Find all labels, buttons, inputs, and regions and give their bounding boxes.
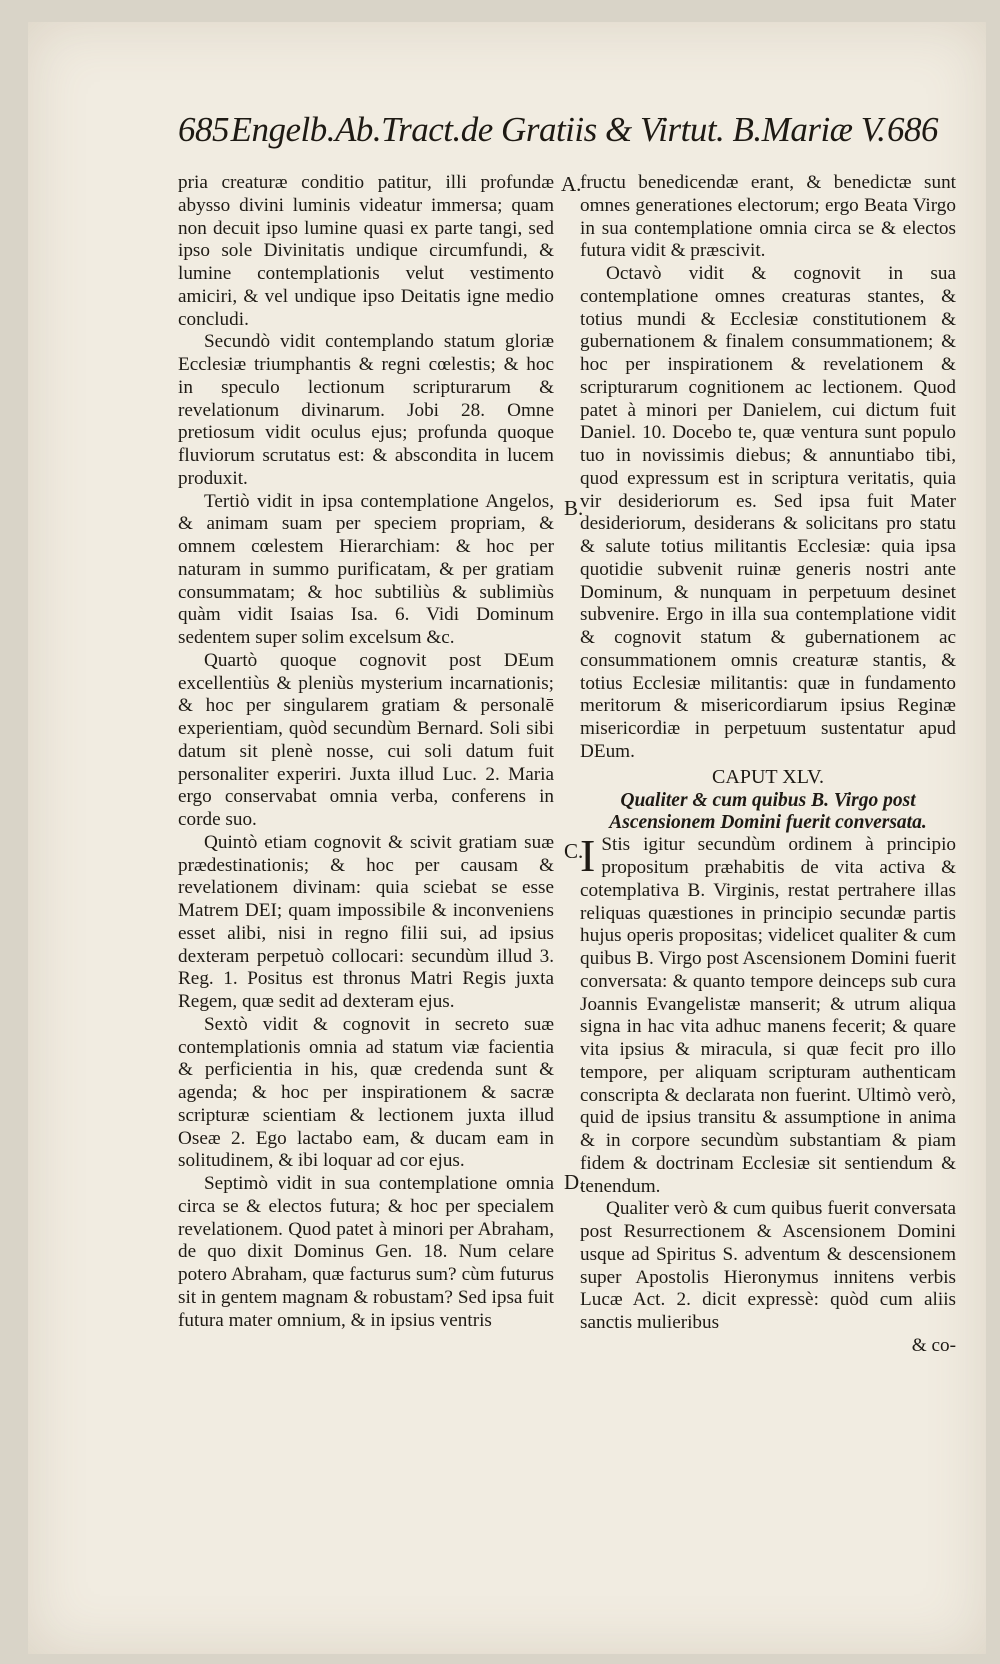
paragraph: fructu benedicendæ erant, & benedictæ sunt omnes generationes electorum; ergo Beata Virgo in sua contemplatione omnia circa se & electos futura vidit & præscivit. [580,172,956,262]
paragraph [580,830,956,1198]
running-header [178,110,938,160]
paragraph: Secundò vidit contemplando statum gloriæ Ecclesiæ triumphantis & regni cœlestis; & hoc in speculo lectionum scripturarum & revelationum divinarum. Jobi 28. Omne pretiosum vidit oculus ejus; profunda quoque fluviorum scrutatus est: & abscondita in lucem produxit. [178,331,554,489]
paragraph: Tertiò vidit in ipsa contemplatione Angelos, & animam suam per speciem propriam, & omnem cœlestem Hierarchiam: & hoc per naturam in summo purificatam, & per gratiam consummatam; & hoc subtiliùs & sublimiùs quàm vidit Isaias Isa. 6. Vidi Dominum sedentem super solim excelsum &c. [178,490,554,648]
section-marker-a: A. [561,172,582,196]
section-marker-b: B. [564,496,584,520]
left-column [178,172,554,1492]
paragraph: Octavò vidit & cognovit in sua contemplatione omnes creaturas stantes, & totius mundi & Ecclesiæ constitutionem & gubernationem & finalem consummationem; & hoc per inspirationem & revelationem & scripturarum cognitionem ac lectionem. Quod patet à minori per Danielem, cui dictum fuit Daniel. 10. Docebo te, quæ ventura sunt populo tuo in novissimis diebus; & annuntiabo tibi, quod expressum est in scriptura veritatis, quia vir desideriorum es. Sed ipsa fuit Mater desideriorum, desiderans & solicitans pro statu & salute totius militantis Ecclesiæ: quia ipsa quotidie subvenit ruinæ generis nostri ante Dominum, & nunquam in perpetuum desinet subvenire. Ergo in illa sua contemplatione vidit & cognovit statum & gubernationem ac consummationem omnis creaturæ stantis, & totius Ecclesiæ militantis: quæ in fundamento meritorum & misericordiarum ipsius Reginæ misericordiæ in perpetuum sustentatur apud DEum. [580,263,956,762]
drop-capital: I [580,830,596,882]
right-column [580,172,956,1492]
section-marker-d: D. [564,1170,585,1194]
paragraph: Quartò quoque cognovit post DEum excellentiùs & pleniùs mysterium incarnationis; & hoc per singularem gratiam & personalē experientiam, quòd secundùm Bernard. Soli sibi datum sit plenè nosse, cui soli datum fuit personaliter experiri. Juxta illud Luc. 2. Maria ergo conservabat omnia verba, conferens in corde suo. [178,649,554,830]
paragraph: Quintò etiam cognovit & scivit gratiam suæ prædestinationis; & hoc per causam & revelationem divinam: quia sciebat se esse Matrem DEI; quam impossibile & inconveniens esset alibi, nisi in regno filii sui, ad ipsius dexteram perpetuò collocari: secundùm illud 3. Reg. 1. Positus est thronus Matri Regis juxta Regem, quæ sedit ad dexteram ejus. [178,831,554,1012]
running-title: Engelb.Ab.Tract.de Gratiis & Virtut. B.Mariæ V. [230,110,886,149]
catchword: & co- [911,1334,956,1356]
paragraph: Sextò vidit & cognovit in secreto suæ contemplationis omnia ad statum viæ facientia & perficientia in his, quæ credenda sunt & agenda; & hoc per inspirationem & sacræ scripturæ scientiam & lectionem juxta illud Oseæ 2. Ego lactabo eam, & ducam eam in solitudinem, & ibi loquar ad cor ejus. [178,1013,554,1172]
page-number-left: 685 [178,110,229,149]
page-number-right: 686 [887,110,938,149]
chapter-heading: CAPUT XLV. [712,765,824,788]
book-page [28,22,986,1654]
paragraph: Qualiter verò & cum quibus fuerit conversata post Resurrectionem & Ascensionem Domini usque ad Spiritus S. adventum & descensionem super Apostolis Hieronymus innitens verbis Lucæ Act. 2. dicit expressè: quòd cum aliis sanctis mulieribus [580,1198,956,1333]
section-marker-c: C. [564,839,584,863]
paragraph: Septimò vidit in sua contemplatione omnia circa se & electos futura; & hoc per specialem revelationem. Quod patet à minori per Abraham, de quo dixit Dominus Gen. 18. Num celare potero Abraham, quæ facturus sum? cùm futurus sit in gentem magnam & robustam? Sed ipsa fuit futura mater omnium, & in ipsius ventris [178,1173,554,1331]
paragraph: pria creaturæ conditio patitur, illi profundæ abysso divini luminis videatur immersa; quam non decuit ipso lumine quasi ex parte tangi, sed ipso sole Divinitatis undique circumfundi, & lumine contemplationis velut vestimento amiciri, & vel undique ipso Deitatis igne medio concludi. [178,172,554,330]
chapter-subtitle: Qualiter & cum quibus B. Virgo post Ascensionem Domini fuerit conversata. [609,790,927,834]
paragraph-text: Stis igitur secundùm ordinem à principio propositum præhabitis de vita activa & cotemplativa B. Virginis, restat pertrahere illas reliquas quæstiones in principio secundæ partis hujus operis propositas; videlicet qualiter & cum quibus B. Virgo post Ascensionem Domini fuerit conversata: & quanto tempore deinceps sub cura Joannis Evangelistæ manserit; & utrum aliqua signa in hac vita adhuc manens fecerit; & quare vita ipsius & miracula, si quæ fecit pro illo tempore, per aliquam scripturam authenticam conscripta & declarata non fuerint. Ultimò verò, quid de ipsius transitu & assumptione in anima & in corpore secundùm substantiam & piam fidem & doctrinam Ecclesiæ sit sentiendum & tenendum. [580,834,956,1197]
